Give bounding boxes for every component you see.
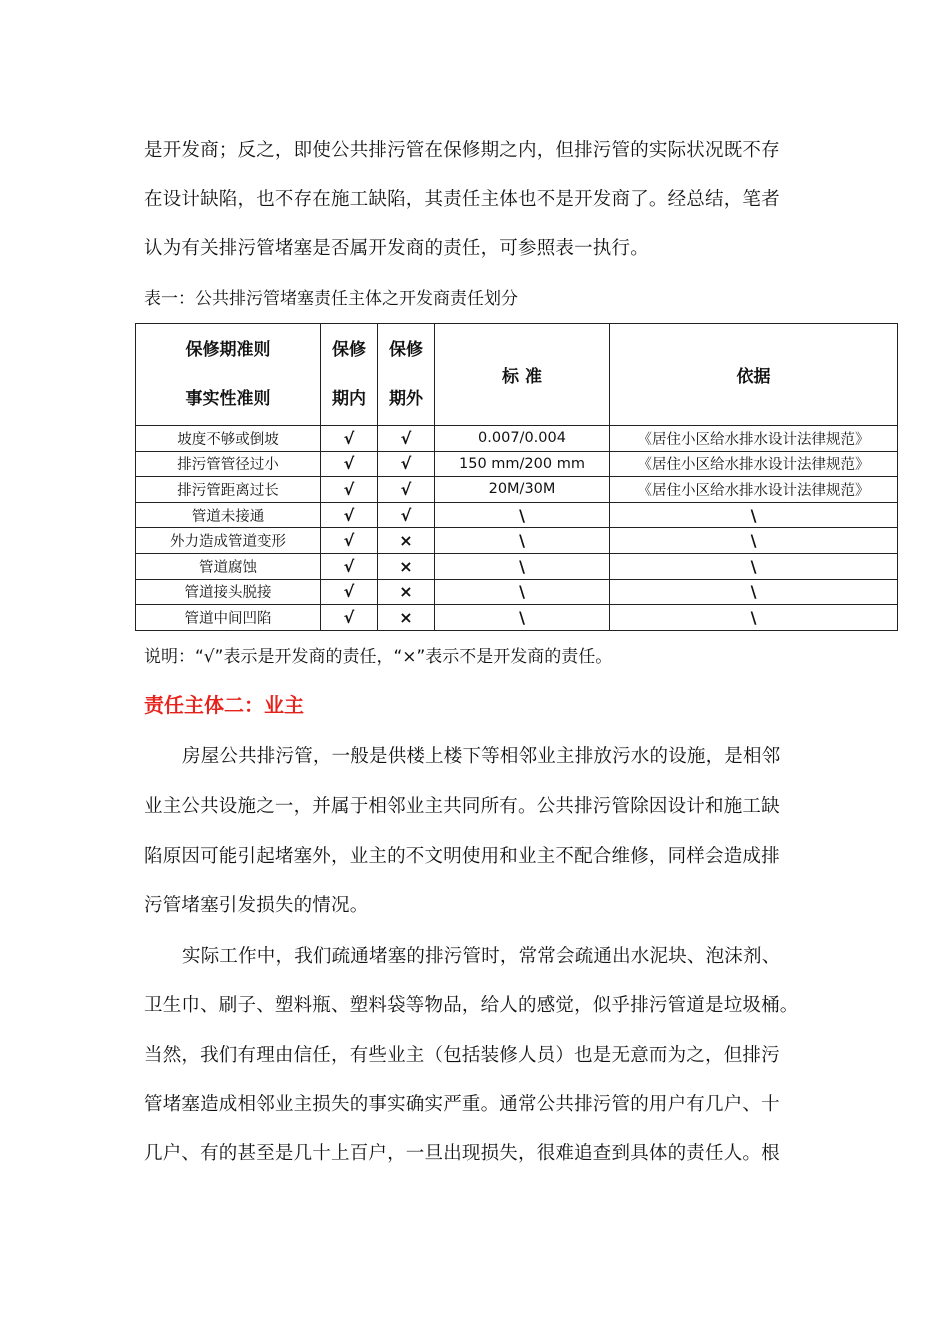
- header-outside-line1: 保修: [389, 339, 423, 360]
- cell-outside: √: [378, 426, 435, 452]
- cell-basis: \: [610, 605, 898, 631]
- intro-line: 在设计缺陷，也不存在施工缺陷，其责任主体也不是开发商了。经总结，笔者: [144, 189, 780, 210]
- cell-inside: √: [321, 502, 378, 528]
- cell-basis: \: [610, 579, 898, 605]
- cell-standard: \: [435, 553, 610, 579]
- cell-inside: √: [321, 477, 378, 503]
- header-within-warranty: [321, 324, 378, 426]
- cell-basis: \: [610, 502, 898, 528]
- header-criteria-warranty: 保修期准则: [185, 339, 271, 360]
- header-within-line2: 期内: [332, 388, 366, 409]
- cell-outside: √: [378, 451, 435, 477]
- cell-standard: 150 mm/200 mm: [435, 451, 610, 477]
- paragraph-line: 污管堵塞引发损失的情况。: [144, 895, 369, 916]
- cell-standard: \: [435, 605, 610, 631]
- header-outside-warranty: [378, 324, 435, 426]
- cell-outside: ×: [378, 553, 435, 579]
- cell-basis: 《居住小区给水排水设计法律规范》: [610, 426, 898, 452]
- section-heading: 责任主体二：业主: [144, 693, 304, 717]
- intro-line: 是开发商；反之，即使公共排污管在保修期之内，但排污管的实际状况既不存: [144, 140, 780, 161]
- table-row: [136, 579, 898, 605]
- cell-inside: √: [321, 553, 378, 579]
- table-row: [136, 477, 898, 503]
- cell-criterion: 管道腐蚀: [136, 553, 321, 579]
- cell-outside: √: [378, 477, 435, 503]
- paragraph-line: 当然，我们有理由信任，有些业主（包括装修人员）也是无意而为之，但排污: [144, 1045, 780, 1066]
- cell-standard: 20M/30M: [435, 477, 610, 503]
- cell-outside: ×: [378, 528, 435, 554]
- table-row: [136, 502, 898, 528]
- table-row: [136, 605, 898, 631]
- cell-inside: √: [321, 451, 378, 477]
- cell-basis: 《居住小区给水排水设计法律规范》: [610, 451, 898, 477]
- table-note: 说明：“√”表示是开发商的责任，“×”表示不是开发商的责任。: [144, 647, 613, 667]
- paragraph-line: 实际工作中，我们疏通堵塞的排污管时，常常会疏通出水泥块、泡沫剂、: [182, 946, 781, 967]
- cell-criterion: 管道接头脱接: [136, 579, 321, 605]
- cell-criterion: 排污管距离过长: [136, 477, 321, 503]
- cell-criterion: 管道未接通: [136, 502, 321, 528]
- table-caption: 表一：公共排污管堵塞责任主体之开发商责任划分: [144, 289, 518, 309]
- paragraph-line: 几户、有的甚至是几十上百户，一旦出现损失，很难追查到具体的责任人。根: [144, 1143, 780, 1164]
- header-criteria-fact: 事实性准则: [185, 388, 271, 409]
- cell-standard: 0.007/0.004: [435, 426, 610, 452]
- cell-criterion: 管道中间凹陷: [136, 605, 321, 631]
- intro-line: 认为有关排污管堵塞是否属开发商的责任，可参照表一执行。: [144, 238, 649, 259]
- cell-basis: 《居住小区给水排水设计法律规范》: [610, 477, 898, 503]
- header-outside-line2: 期外: [389, 388, 423, 409]
- header-within-line1: 保修: [332, 339, 366, 360]
- cell-standard: \: [435, 528, 610, 554]
- table-row: [136, 426, 898, 452]
- paragraph-line: 陷原因可能引起堵塞外，业主的不文明使用和业主不配合维修，同样会造成排: [144, 846, 780, 867]
- paragraph-line: 管堵塞造成相邻业主损失的事实确实严重。通常公共排污管的用户有几户、十: [144, 1094, 780, 1115]
- cell-standard: \: [435, 502, 610, 528]
- header-basis: 依据: [610, 324, 898, 426]
- header-criteria: [136, 324, 321, 426]
- cell-criterion: 排污管管径过小: [136, 451, 321, 477]
- cell-inside: √: [321, 426, 378, 452]
- cell-basis: \: [610, 528, 898, 554]
- table-row: [136, 553, 898, 579]
- cell-criterion: 外力造成管道变形: [136, 528, 321, 554]
- cell-inside: √: [321, 605, 378, 631]
- paragraph-line: 房屋公共排污管，一般是供楼上楼下等相邻业主排放污水的设施，是相邻: [182, 746, 781, 767]
- cell-inside: √: [321, 528, 378, 554]
- table-header-row: [136, 324, 898, 426]
- cell-basis: \: [610, 553, 898, 579]
- cell-standard: \: [435, 579, 610, 605]
- cell-outside: ×: [378, 579, 435, 605]
- header-standard: 标 准: [435, 324, 610, 426]
- cell-criterion: 坡度不够或倒坡: [136, 426, 321, 452]
- cell-outside: √: [378, 502, 435, 528]
- cell-inside: √: [321, 579, 378, 605]
- cell-outside: ×: [378, 605, 435, 631]
- table-row: [136, 528, 898, 554]
- paragraph-line: 卫生巾、刷子、塑料瓶、塑料袋等物品，给人的感觉，似乎排污管道是垃圾桶。: [144, 995, 799, 1016]
- paragraph-line: 业主公共设施之一，并属于相邻业主共同所有。公共排污管除因设计和施工缺: [144, 796, 780, 817]
- responsibility-table: [135, 323, 898, 631]
- table-row: [136, 451, 898, 477]
